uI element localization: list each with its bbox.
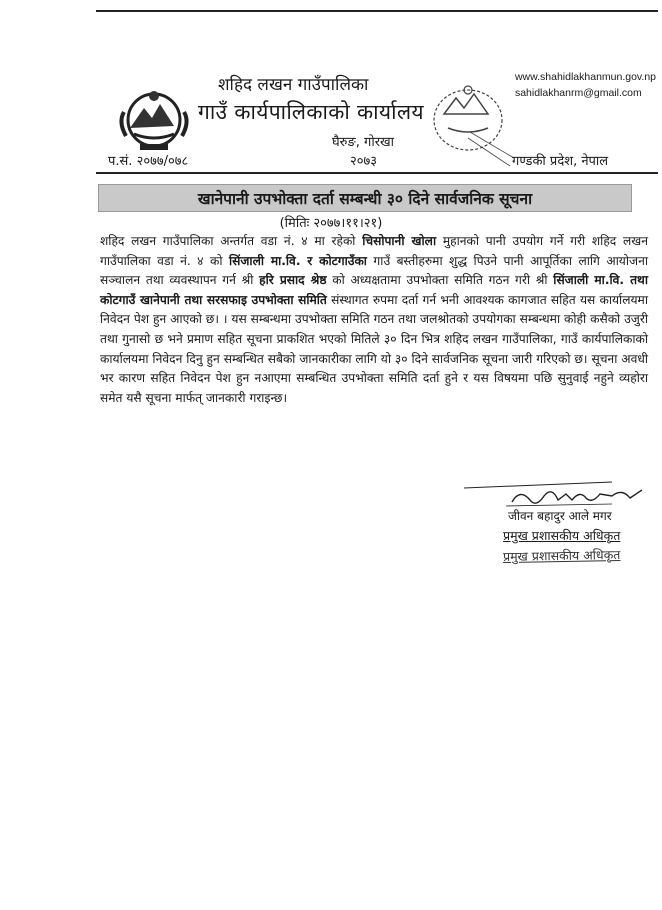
notice-body — [100, 232, 648, 408]
notice-body-text: मुहानको पानी उपयोग गर्ने गरी शहिद लखन गाउँपालिका वडा नं. ४ को — [100, 234, 648, 268]
notice-date: (मितिः २०७७।११।२१) — [279, 216, 383, 231]
org-name: शहिद लखन गाउँपालिका — [218, 75, 369, 95]
office-name: गाउँ कार्यपालिकाको कार्यालय — [198, 100, 424, 124]
notice-body-text: संस्थागत रुपमा दर्ता गर्न भनी आवश्यक कागजात सहित यस कार्यालयमा निवेदन पेश हुन आएको छ। । यस सम्बन्धमा उपभोक्ता समिति गठन तथा जलश्रोतको उपयोगका सम्बन्धमा कोही कसैको उजुरी तथा गुनासो छ भने प्रमाण सहित सूचना प्राकशित भएको मितिले ३० दिन भित्र शहिद लखन गाउँपालिका, गाउँ कार्यपालिकाको कार्यालयमा निवेदन दिनु हुन सम्बन्धित सबैको जानकारीका लागि यो ३० दिने सार्वजनिक सूचना जारी गरिएको छ। सूचना अवधी भर कारण सहित निवेदन पेश हुन नआएमा सम्बन्धित उपभोक्ता समिति दर्ता हुने र यस विषयमा पछि सुनुवाई नहुने व्यहोरा समेत यसै सूचना मार्फत् जानकारी गराइन्छ। — [100, 292, 648, 405]
header-rule — [96, 172, 658, 174]
signatory-name: जीवन बहादुर आले मगर — [508, 509, 612, 523]
top-rule — [96, 10, 658, 12]
notice-title — [98, 184, 632, 212]
notice-body-bold: हरि प्रसाद श्रेष्ठ — [259, 273, 327, 288]
website-link[interactable]: www.shahidlakhanmun.gov.np — [514, 71, 656, 83]
nepal-emblem-logo — [112, 82, 196, 154]
notice-title-text: खानेपानी उपभोक्ता दर्ता सम्बन्धी ३० दिने सार्वजनिक सूचना — [197, 190, 533, 208]
notice-body-bold: चिसोपानी खोला — [362, 234, 437, 248]
contact-info — [515, 69, 656, 101]
notice-body-bold: सिंजाली मा.वि. र कोटगाउँका — [228, 253, 367, 268]
notice-body-text: को अध्यक्षतामा उपभोक्ता समिति गठन गरी श्री — [326, 273, 554, 288]
email-link[interactable]: sahidlakhanrm@gmail.com — [514, 87, 642, 99]
province-name: गण्डकी प्रदेश, नेपाल — [512, 154, 609, 169]
seal-year: २०७३ — [350, 154, 378, 169]
notice-body-text: गाउँ बस्तीहरुमा शुद्ध पिउने पानी आपूर्तिका लागि आयोजना सञ्चालन तथा व्यवस्थापन गर्न श्री — [100, 253, 648, 288]
office-address: घैरुङ, गोरखा — [332, 135, 395, 150]
signatory-title: प्रमुख प्रशासकीय अधिकृत — [503, 528, 621, 543]
signatory-stamp: प्रमुख प्रशासकीय अधिकृत — [502, 546, 621, 565]
notice-body-text: शहिद लखन गाउँपालिका अन्तर्गत वडा नं. ४ मा रहेको — [100, 234, 363, 248]
reference-number: प.सं. २०७७/०७८ — [108, 154, 189, 169]
notice-body-bold: सिंजाली मा.वि. तथा कोटगाउँ खानेपानी तथा सरसफाइ उपभोक्ता समिति — [100, 273, 648, 307]
